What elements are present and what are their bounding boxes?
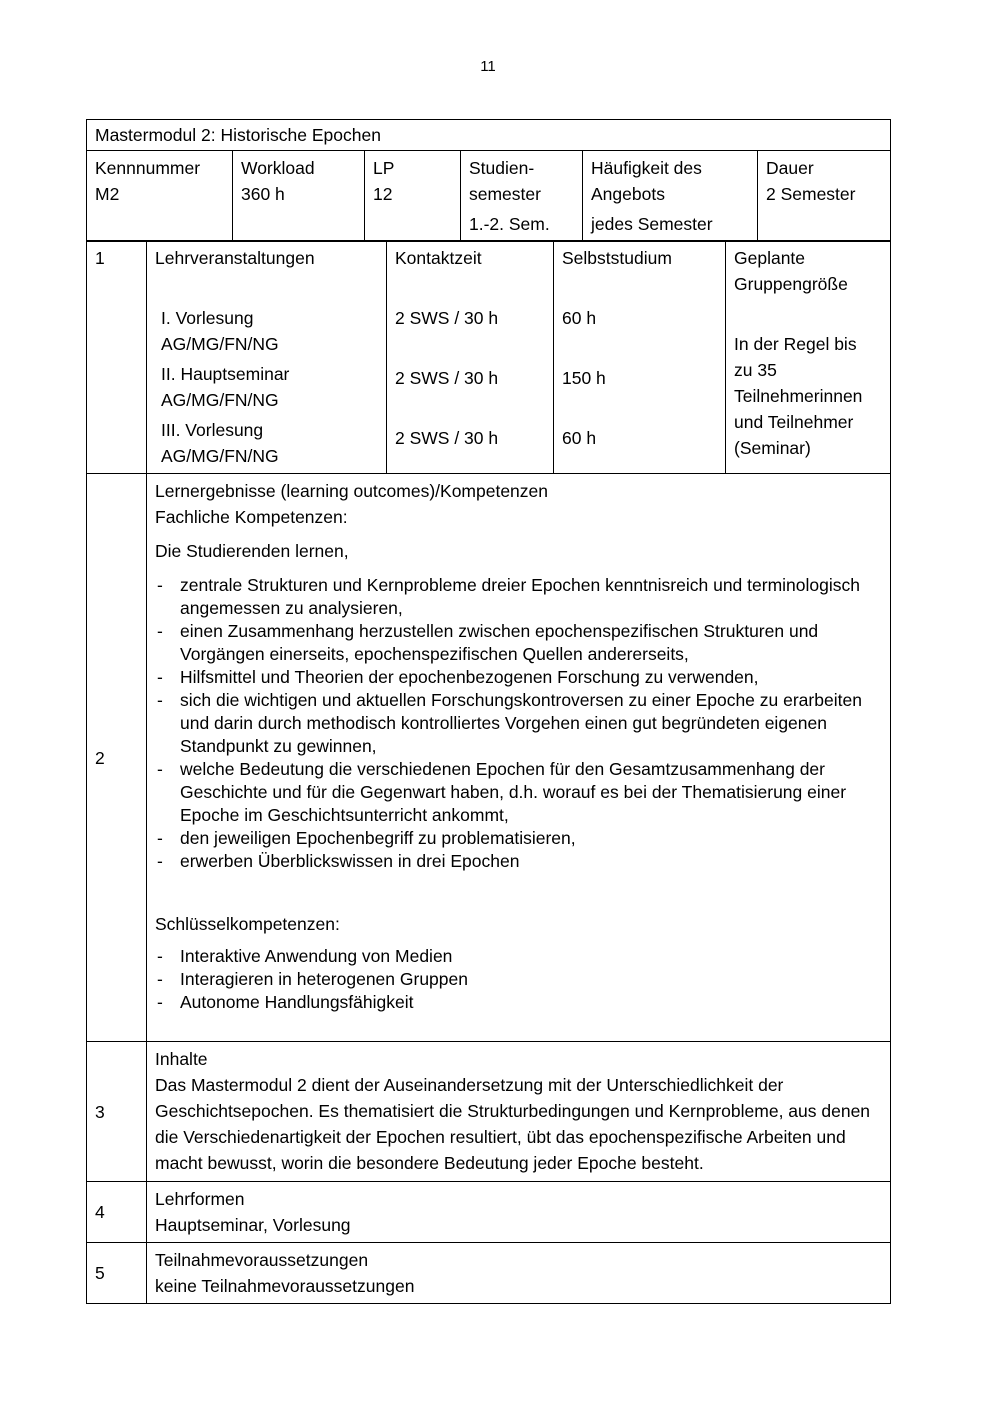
course-3-line1: III. Vorlesung <box>161 420 264 440</box>
section-2-number: 2 <box>87 474 147 1042</box>
section-2-row <box>87 474 891 1042</box>
section-2-intro: Die Studierenden lernen, <box>155 541 349 561</box>
section-4-heading: Lehrformen <box>155 1189 245 1209</box>
selbststudium-3: 60 h <box>562 428 597 448</box>
studiensemester-value: 1.-2. Sem. <box>469 214 550 234</box>
section-5-text: keine Teilnahmevoraussetzungen <box>155 1276 415 1296</box>
course-1-line1: I. Vorlesung <box>161 308 254 328</box>
section-4-text: Hauptseminar, Vorlesung <box>155 1215 351 1235</box>
section-2-heading: Lernergebnisse (learning outcomes)/Kompetenzen <box>155 481 549 501</box>
section-3-row <box>87 1042 891 1182</box>
lp-cell <box>365 151 461 242</box>
selbststudium-cell <box>554 241 726 474</box>
list-item: - Interagieren in heterogenen Gruppen <box>155 968 882 991</box>
module-header-table <box>86 119 891 242</box>
kennnummer-value: M2 <box>95 184 120 204</box>
section-5-number: 5 <box>87 1243 147 1304</box>
course-2-line2: AG/MG/FN/NG <box>161 390 279 410</box>
selbststudium-label: Selbststudium <box>562 248 672 268</box>
selbststudium-1: 60 h <box>562 308 597 328</box>
gruppengroesse-line-2: zu 35 <box>734 360 777 380</box>
haeufigkeit-cell <box>583 151 758 242</box>
section-1-number: 1 <box>87 241 147 474</box>
kontaktzeit-2: 2 SWS / 30 h <box>395 368 499 388</box>
section-5-heading: Teilnahmevoraussetzungen <box>155 1250 369 1270</box>
section-3-line-4: macht bewusst, worin die besondere Bedeutung jeder Epoche besteht. <box>155 1153 704 1173</box>
haeufigkeit-label-1: Häufigkeit des <box>591 158 702 178</box>
kennnummer-label: Kennnummer <box>95 158 201 178</box>
section-3-content <box>147 1042 891 1182</box>
section-3-line-3: die Verschiedenartigkeit der Epochen resultiert, übt das epochenspezifische Arbeiten und <box>155 1127 846 1147</box>
section-4-row <box>87 1182 891 1243</box>
fachliche-kompetenzen-heading: Fachliche Kompetenzen: <box>155 507 348 527</box>
selbststudium-2: 150 h <box>562 368 606 388</box>
gruppengroesse-line-1: In der Regel bis <box>734 334 857 354</box>
list-item: - welche Bedeutung die verschiedenen Epochen für den Gesamtzusammenhang der Geschichte und für die Gegenwart haben, d.h. worauf es bei der Thematisierung einer Epoche im Geschichtsunterricht ankommt, <box>155 758 882 827</box>
studiensemester-cell <box>461 151 583 242</box>
schluesselkompetenzen-list <box>155 945 882 1014</box>
list-item: - Interaktive Anwendung von Medien <box>155 945 882 968</box>
list-item: - sich die wichtigen und aktuellen Forschungskontroversen zu einer Epoche zu erarbeiten und darin durch methodisch kontrolliertes Vorgehen einen gut begründeten eigenen Standpunkt zu gewinnen, <box>155 689 882 758</box>
dauer-value: 2 Semester <box>766 184 856 204</box>
lehrveranstaltungen-cell <box>147 241 387 474</box>
course-1-line2: AG/MG/FN/NG <box>161 334 279 354</box>
section-5-row <box>87 1243 891 1304</box>
section-1-row <box>87 241 891 474</box>
kennnummer-cell <box>87 151 233 242</box>
lp-value: 12 <box>373 184 393 204</box>
workload-value: 360 h <box>241 184 285 204</box>
section-4-content <box>147 1182 891 1243</box>
section-3-number: 3 <box>87 1042 147 1182</box>
haeufigkeit-label-2: Angebots <box>591 184 665 204</box>
section-3-heading: Inhalte <box>155 1049 208 1069</box>
gruppengroesse-label-2: Gruppengröße <box>734 274 848 294</box>
schluesselkompetenzen-heading: Schlüsselkompetenzen: <box>155 914 340 934</box>
studiensemester-label-2: semester <box>469 184 541 204</box>
list-item: - den jeweiligen Epochenbegriff zu problematisieren, <box>155 827 882 850</box>
kontaktzeit-cell <box>387 241 554 474</box>
section-3-line-2: Geschichtsepochen. Es thematisiert die Strukturbedingungen und Kernprobleme, aus denen <box>155 1101 871 1121</box>
gruppengroesse-cell <box>726 241 891 474</box>
section-2-content <box>147 474 891 1042</box>
module-sections-table <box>86 240 891 1304</box>
lp-label: LP <box>373 158 395 178</box>
course-3-line2: AG/MG/FN/NG <box>161 446 279 466</box>
dauer-label: Dauer <box>766 158 814 178</box>
workload-label: Workload <box>241 158 315 178</box>
course-2-line1: II. Hauptseminar <box>161 364 290 384</box>
workload-cell <box>233 151 365 242</box>
kontaktzeit-3: 2 SWS / 30 h <box>395 428 499 448</box>
list-item: - zentrale Strukturen und Kernprobleme dreier Epochen kenntnisreich und terminologisch angemessen zu analysieren, <box>155 574 882 620</box>
course-3 <box>155 417 378 469</box>
course-2 <box>155 361 378 413</box>
list-item: - einen Zusammenhang herzustellen zwischen epochenspezifischen Strukturen und Vorgängen einerseits, epochenspezifischen Quellen andererseits, <box>155 620 882 666</box>
list-item: - Autonome Handlungsfähigkeit <box>155 991 882 1014</box>
kontaktzeit-label: Kontaktzeit <box>395 248 482 268</box>
kontaktzeit-1: 2 SWS / 30 h <box>395 308 499 328</box>
lehrveranstaltungen-label: Lehrveranstaltungen <box>155 248 315 268</box>
gruppengroesse-line-4: und Teilnehmer <box>734 412 854 432</box>
dauer-cell <box>758 151 891 242</box>
gruppengroesse-line-5: (Seminar) <box>734 438 811 458</box>
haeufigkeit-value: jedes Semester <box>591 214 713 234</box>
list-item: - Hilfsmittel und Theorien der epochenbezogenen Forschung zu verwenden, <box>155 666 882 689</box>
section-4-number: 4 <box>87 1182 147 1243</box>
module-title: Mastermodul 2: Historische Epochen <box>87 120 891 151</box>
fachliche-kompetenzen-list <box>155 574 882 873</box>
list-item: - erwerben Überblickswissen in drei Epochen <box>155 850 882 873</box>
section-3-line-1: Das Mastermodul 2 dient der Auseinandersetzung mit der Unterschiedlichkeit der <box>155 1075 784 1095</box>
gruppengroesse-label-1: Geplante <box>734 248 806 268</box>
studiensemester-label-1: Studien- <box>469 158 535 178</box>
section-5-content <box>147 1243 891 1304</box>
gruppengroesse-line-3: Teilnehmerinnen <box>734 386 863 406</box>
page-number: 11 <box>480 58 496 75</box>
course-1 <box>155 305 378 357</box>
